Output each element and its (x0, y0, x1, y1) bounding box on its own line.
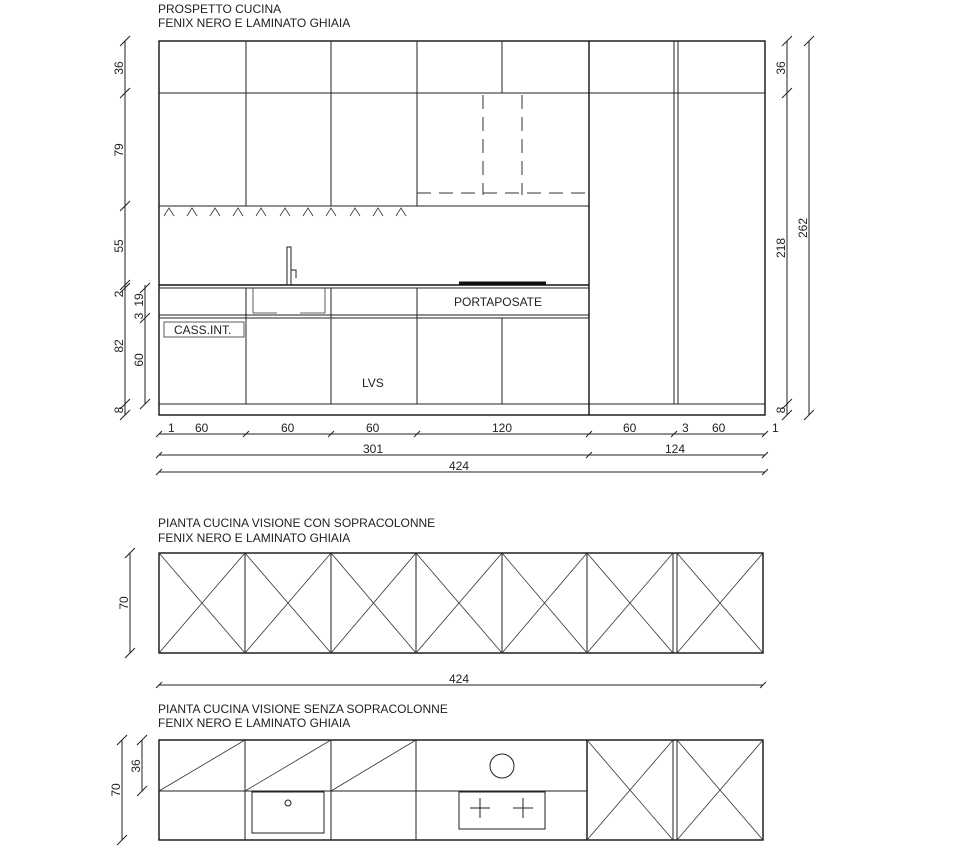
svg-text:8: 8 (112, 406, 126, 414)
svg-text:36: 36 (112, 61, 126, 75)
right-dimension-chain (774, 36, 814, 420)
svg-text:79: 79 (112, 143, 126, 157)
svg-text:1: 1 (168, 421, 175, 435)
sink-bowl (253, 288, 325, 313)
label-cass-int: CASS.INT. (174, 323, 232, 337)
hood-dashed (417, 95, 589, 195)
svg-text:218: 218 (774, 237, 788, 259)
elevation-subtitle: FENIX NERO E LAMINATO GHIAIA (158, 16, 351, 30)
elevation-title: PROSPETTO CUCINA (158, 2, 282, 16)
bottom-dimension-chain (156, 421, 779, 475)
svg-text:19: 19 (132, 293, 146, 307)
plan-with-width: 424 (449, 672, 470, 686)
sink-tap (287, 247, 296, 285)
svg-text:82: 82 (112, 339, 126, 353)
svg-text:60: 60 (195, 421, 209, 435)
plan-without-view (109, 735, 763, 845)
dim-column-total: 124 (665, 442, 686, 456)
plan-with-depth: 70 (117, 596, 131, 610)
svg-text:8: 8 (774, 406, 788, 414)
hood-circle (490, 754, 514, 778)
svg-text:3: 3 (132, 312, 146, 320)
plan-with-title: PIANTA CUCINA VISIONE CON SOPRACOLONNE (158, 516, 436, 530)
left-dimension-chain (112, 36, 150, 420)
svg-text:55: 55 (112, 239, 126, 253)
label-lvs: LVS (362, 376, 384, 390)
plan-without-subtitle: FENIX NERO E LAMINATO GHIAIA (158, 716, 351, 730)
svg-text:262: 262 (796, 217, 810, 239)
under-cabinet-lights (164, 208, 406, 216)
svg-text:60: 60 (132, 353, 146, 367)
plan-without-title: PIANTA CUCINA VISIONE SENZA SOPRACOLONNE (158, 702, 448, 716)
svg-text:120: 120 (492, 421, 513, 435)
plan-without-wall-depth: 36 (129, 759, 143, 773)
plan-without-depth: 70 (109, 783, 123, 797)
sink-plan (252, 792, 324, 833)
label-portaposate: PORTAPOSATE (454, 295, 543, 309)
hob-plan (459, 792, 545, 829)
svg-text:2: 2 (112, 290, 126, 298)
dim-overall-total: 424 (449, 459, 470, 473)
elevation-view (112, 36, 814, 475)
svg-text:60: 60 (712, 421, 726, 435)
svg-text:60: 60 (366, 421, 380, 435)
svg-text:1: 1 (772, 421, 779, 435)
plan-with-view (117, 548, 766, 688)
svg-text:60: 60 (623, 421, 637, 435)
svg-text:60: 60 (281, 421, 295, 435)
plan-with-subtitle: FENIX NERO E LAMINATO GHIAIA (158, 531, 351, 545)
dim-run-total: 301 (363, 442, 384, 456)
svg-text:36: 36 (774, 61, 788, 75)
svg-text:3: 3 (682, 421, 689, 435)
